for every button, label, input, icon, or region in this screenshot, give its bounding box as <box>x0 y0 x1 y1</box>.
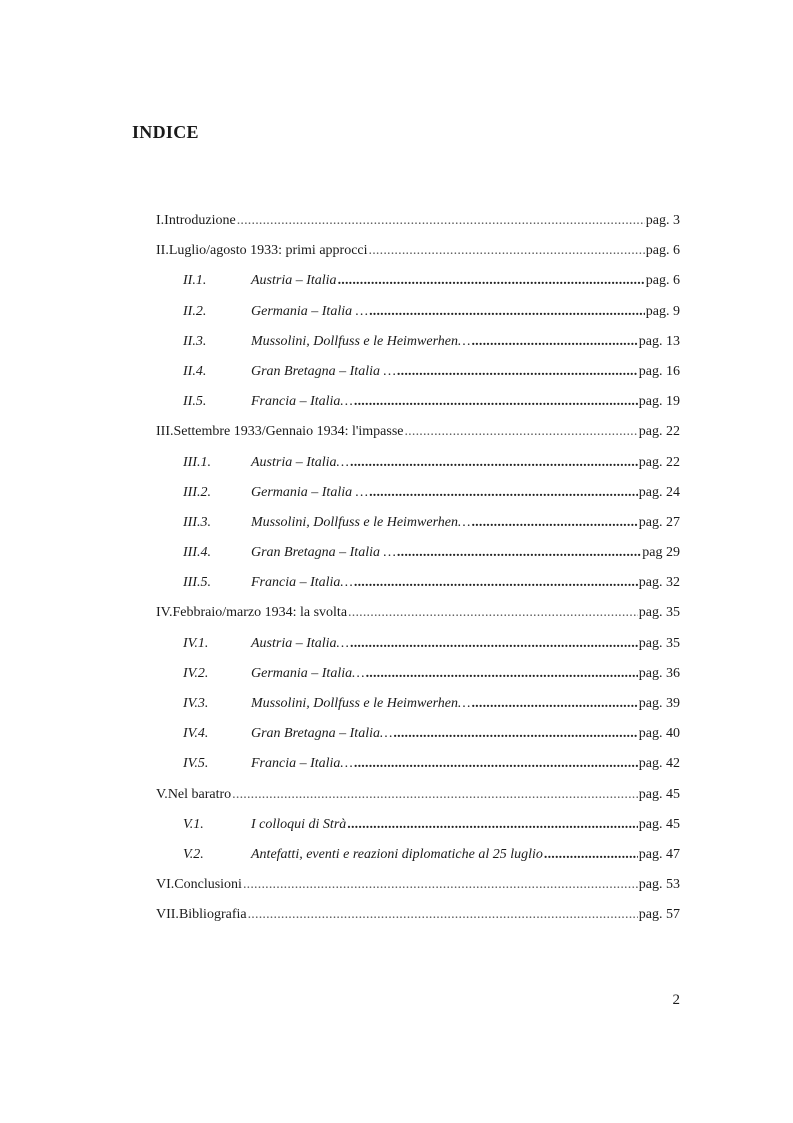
toc-entry-page: pag. 45 <box>638 786 680 802</box>
dot-leader <box>348 605 638 621</box>
table-of-contents <box>156 213 680 938</box>
toc-entry[interactable] <box>156 545 680 575</box>
toc-entry-page: pag 29 <box>642 545 680 561</box>
toc-entry-number: II.3. <box>183 333 207 349</box>
dot-leader <box>350 455 638 471</box>
toc-entry-label: Francia – Italia… <box>251 394 353 410</box>
toc-entry-number: IV.2. <box>183 665 209 681</box>
toc-entry-label: Germania – Italia… <box>251 665 365 681</box>
dot-leader <box>369 485 638 501</box>
toc-entry-label: Francia – Italia… <box>251 756 353 772</box>
toc-entry-number: I. <box>156 213 165 228</box>
toc-entry[interactable] <box>156 213 680 243</box>
dot-leader <box>237 213 645 229</box>
dot-leader <box>471 696 637 712</box>
toc-entry[interactable] <box>156 666 680 696</box>
dot-leader <box>397 545 641 561</box>
toc-entry-number: IV.3. <box>183 696 209 711</box>
toc-entry-label: Luglio/agosto 1933: primi approcci <box>168 243 368 259</box>
toc-entry-number: III.4. <box>183 545 211 561</box>
dot-leader <box>354 394 638 410</box>
toc-entry-number: IV. <box>156 605 173 621</box>
dot-leader <box>354 575 638 591</box>
dot-leader <box>471 334 637 350</box>
toc-entry[interactable] <box>156 273 680 303</box>
toc-entry-label: Germania – Italia … <box>251 303 369 319</box>
toc-entry-page: pag. 22 <box>638 424 680 440</box>
toc-entry-page: pag. 9 <box>645 303 680 319</box>
toc-entry-label: Nel baratro <box>167 786 232 802</box>
toc-entry-page: pag. 22 <box>638 454 680 470</box>
toc-entry-number: III.5. <box>183 575 211 591</box>
toc-entry-number: II.5. <box>183 394 207 410</box>
toc-entry-page: pag. 27 <box>638 514 680 530</box>
toc-entry-number: VI. <box>156 877 175 893</box>
toc-entry-number: V.2. <box>183 846 204 862</box>
toc-entry-page: pag. 13 <box>638 333 680 349</box>
dot-leader <box>354 756 638 772</box>
toc-entry-page: pag. 39 <box>638 696 680 711</box>
dot-leader <box>347 817 638 833</box>
toc-entry-label: Francia – Italia… <box>251 575 353 591</box>
toc-entry[interactable] <box>156 394 680 424</box>
toc-entry-label: Conclusioni <box>174 877 242 893</box>
toc-entry-page: pag. 35 <box>638 605 680 621</box>
toc-entry-number: VII. <box>156 907 179 923</box>
page-title: INDICE <box>132 122 199 142</box>
toc-entry-page: pag. 19 <box>638 394 680 410</box>
toc-entry-page: pag. 40 <box>638 726 680 742</box>
dot-leader <box>232 787 638 803</box>
toc-entry-label: Austria – Italia… <box>251 635 350 651</box>
toc-entry[interactable] <box>156 726 680 756</box>
toc-entry-number: IV.4. <box>183 726 209 742</box>
toc-entry-page: pag. 3 <box>645 213 680 228</box>
toc-entry-label: Germania – Italia … <box>251 484 369 500</box>
toc-entry[interactable] <box>156 696 680 726</box>
toc-entry-label: Austria – Italia <box>251 273 337 289</box>
toc-entry-number: II. <box>156 243 169 259</box>
toc-entry-number: III.1. <box>183 454 211 470</box>
toc-entry[interactable] <box>156 817 680 847</box>
toc-entry-number: IV.1. <box>183 635 209 651</box>
toc-entry-number: II.1. <box>183 273 207 289</box>
toc-entry-number: IV.5. <box>183 756 209 772</box>
dot-leader <box>350 636 638 652</box>
toc-entry-label: I colloqui di Strà <box>251 816 347 832</box>
dot-leader <box>243 877 638 893</box>
toc-entry[interactable] <box>156 575 680 605</box>
toc-entry-label: Introduzione <box>164 213 236 228</box>
dot-leader <box>404 424 637 440</box>
toc-entry[interactable] <box>156 424 680 454</box>
toc-entry-label: Settembre 1933/Gennaio 1934: l'impasse <box>173 424 404 440</box>
toc-entry[interactable] <box>156 304 680 334</box>
toc-entry-number: III. <box>156 424 174 440</box>
toc-entry-label: Gran Bretagna – Italia… <box>251 726 393 742</box>
toc-entry-page: pag. 35 <box>638 635 680 651</box>
toc-entry-label: Antefatti, eventi e reazioni diplomatiche al 25 luglio <box>251 846 543 862</box>
toc-entry-label: Febbraio/marzo 1934: la svolta <box>172 605 348 621</box>
page-number: 2 <box>672 992 680 1008</box>
toc-entry-label: Gran Bretagna – Italia … <box>251 545 396 561</box>
toc-entry-page: pag. 36 <box>638 665 680 681</box>
dot-leader <box>248 907 638 923</box>
toc-entry-number: II.2. <box>183 303 207 319</box>
toc-entry-label: Bibliografia <box>178 907 247 923</box>
toc-entry[interactable] <box>156 787 680 817</box>
toc-entry[interactable] <box>156 605 680 635</box>
toc-entry-number: III.3. <box>183 514 211 530</box>
toc-entry-label: Mussolini, Dollfuss e le Heimwerhen… <box>251 333 471 349</box>
toc-entry-page: pag. 16 <box>638 363 680 379</box>
toc-entry[interactable] <box>156 907 680 937</box>
toc-entry[interactable] <box>156 334 680 364</box>
toc-entry-page: pag. 57 <box>638 907 680 923</box>
toc-entry-page: pag. 47 <box>638 846 680 862</box>
toc-entry[interactable] <box>156 515 680 545</box>
toc-entry-number: V.1. <box>183 816 204 832</box>
toc-entry-number: II.4. <box>183 363 207 379</box>
toc-entry-page: pag. 6 <box>645 243 680 259</box>
dot-leader <box>544 847 638 863</box>
dot-leader <box>393 726 637 742</box>
toc-entry[interactable] <box>156 485 680 515</box>
toc-entry[interactable] <box>156 847 680 877</box>
toc-entry-number: V. <box>156 786 168 802</box>
toc-entry-label: Gran Bretagna – Italia … <box>251 363 396 379</box>
dot-leader <box>471 515 637 531</box>
toc-entry[interactable] <box>156 877 680 907</box>
toc-entry-page: pag. 6 <box>645 273 680 289</box>
dot-leader <box>369 304 645 320</box>
toc-entry[interactable] <box>156 756 680 786</box>
toc-entry-label: Mussolini, Dollfuss e le Heimwerhen… <box>251 696 471 711</box>
dot-leader <box>338 273 645 289</box>
dot-leader <box>397 364 638 380</box>
toc-entry-page: pag. 42 <box>638 756 680 772</box>
toc-entry[interactable] <box>156 455 680 485</box>
toc-entry-number: III.2. <box>183 484 211 500</box>
toc-entry[interactable] <box>156 364 680 394</box>
toc-entry-page: pag. 32 <box>638 575 680 591</box>
toc-entry-page: pag. 45 <box>638 816 680 832</box>
toc-entry[interactable] <box>156 243 680 273</box>
toc-entry-label: Austria – Italia… <box>251 454 350 470</box>
toc-entry[interactable] <box>156 636 680 666</box>
toc-entry-label: Mussolini, Dollfuss e le Heimwerhen… <box>251 514 471 530</box>
toc-entry-page: pag. 53 <box>638 877 680 893</box>
toc-entry-page: pag. 24 <box>638 484 680 500</box>
dot-leader <box>369 243 645 259</box>
dot-leader <box>366 666 638 682</box>
